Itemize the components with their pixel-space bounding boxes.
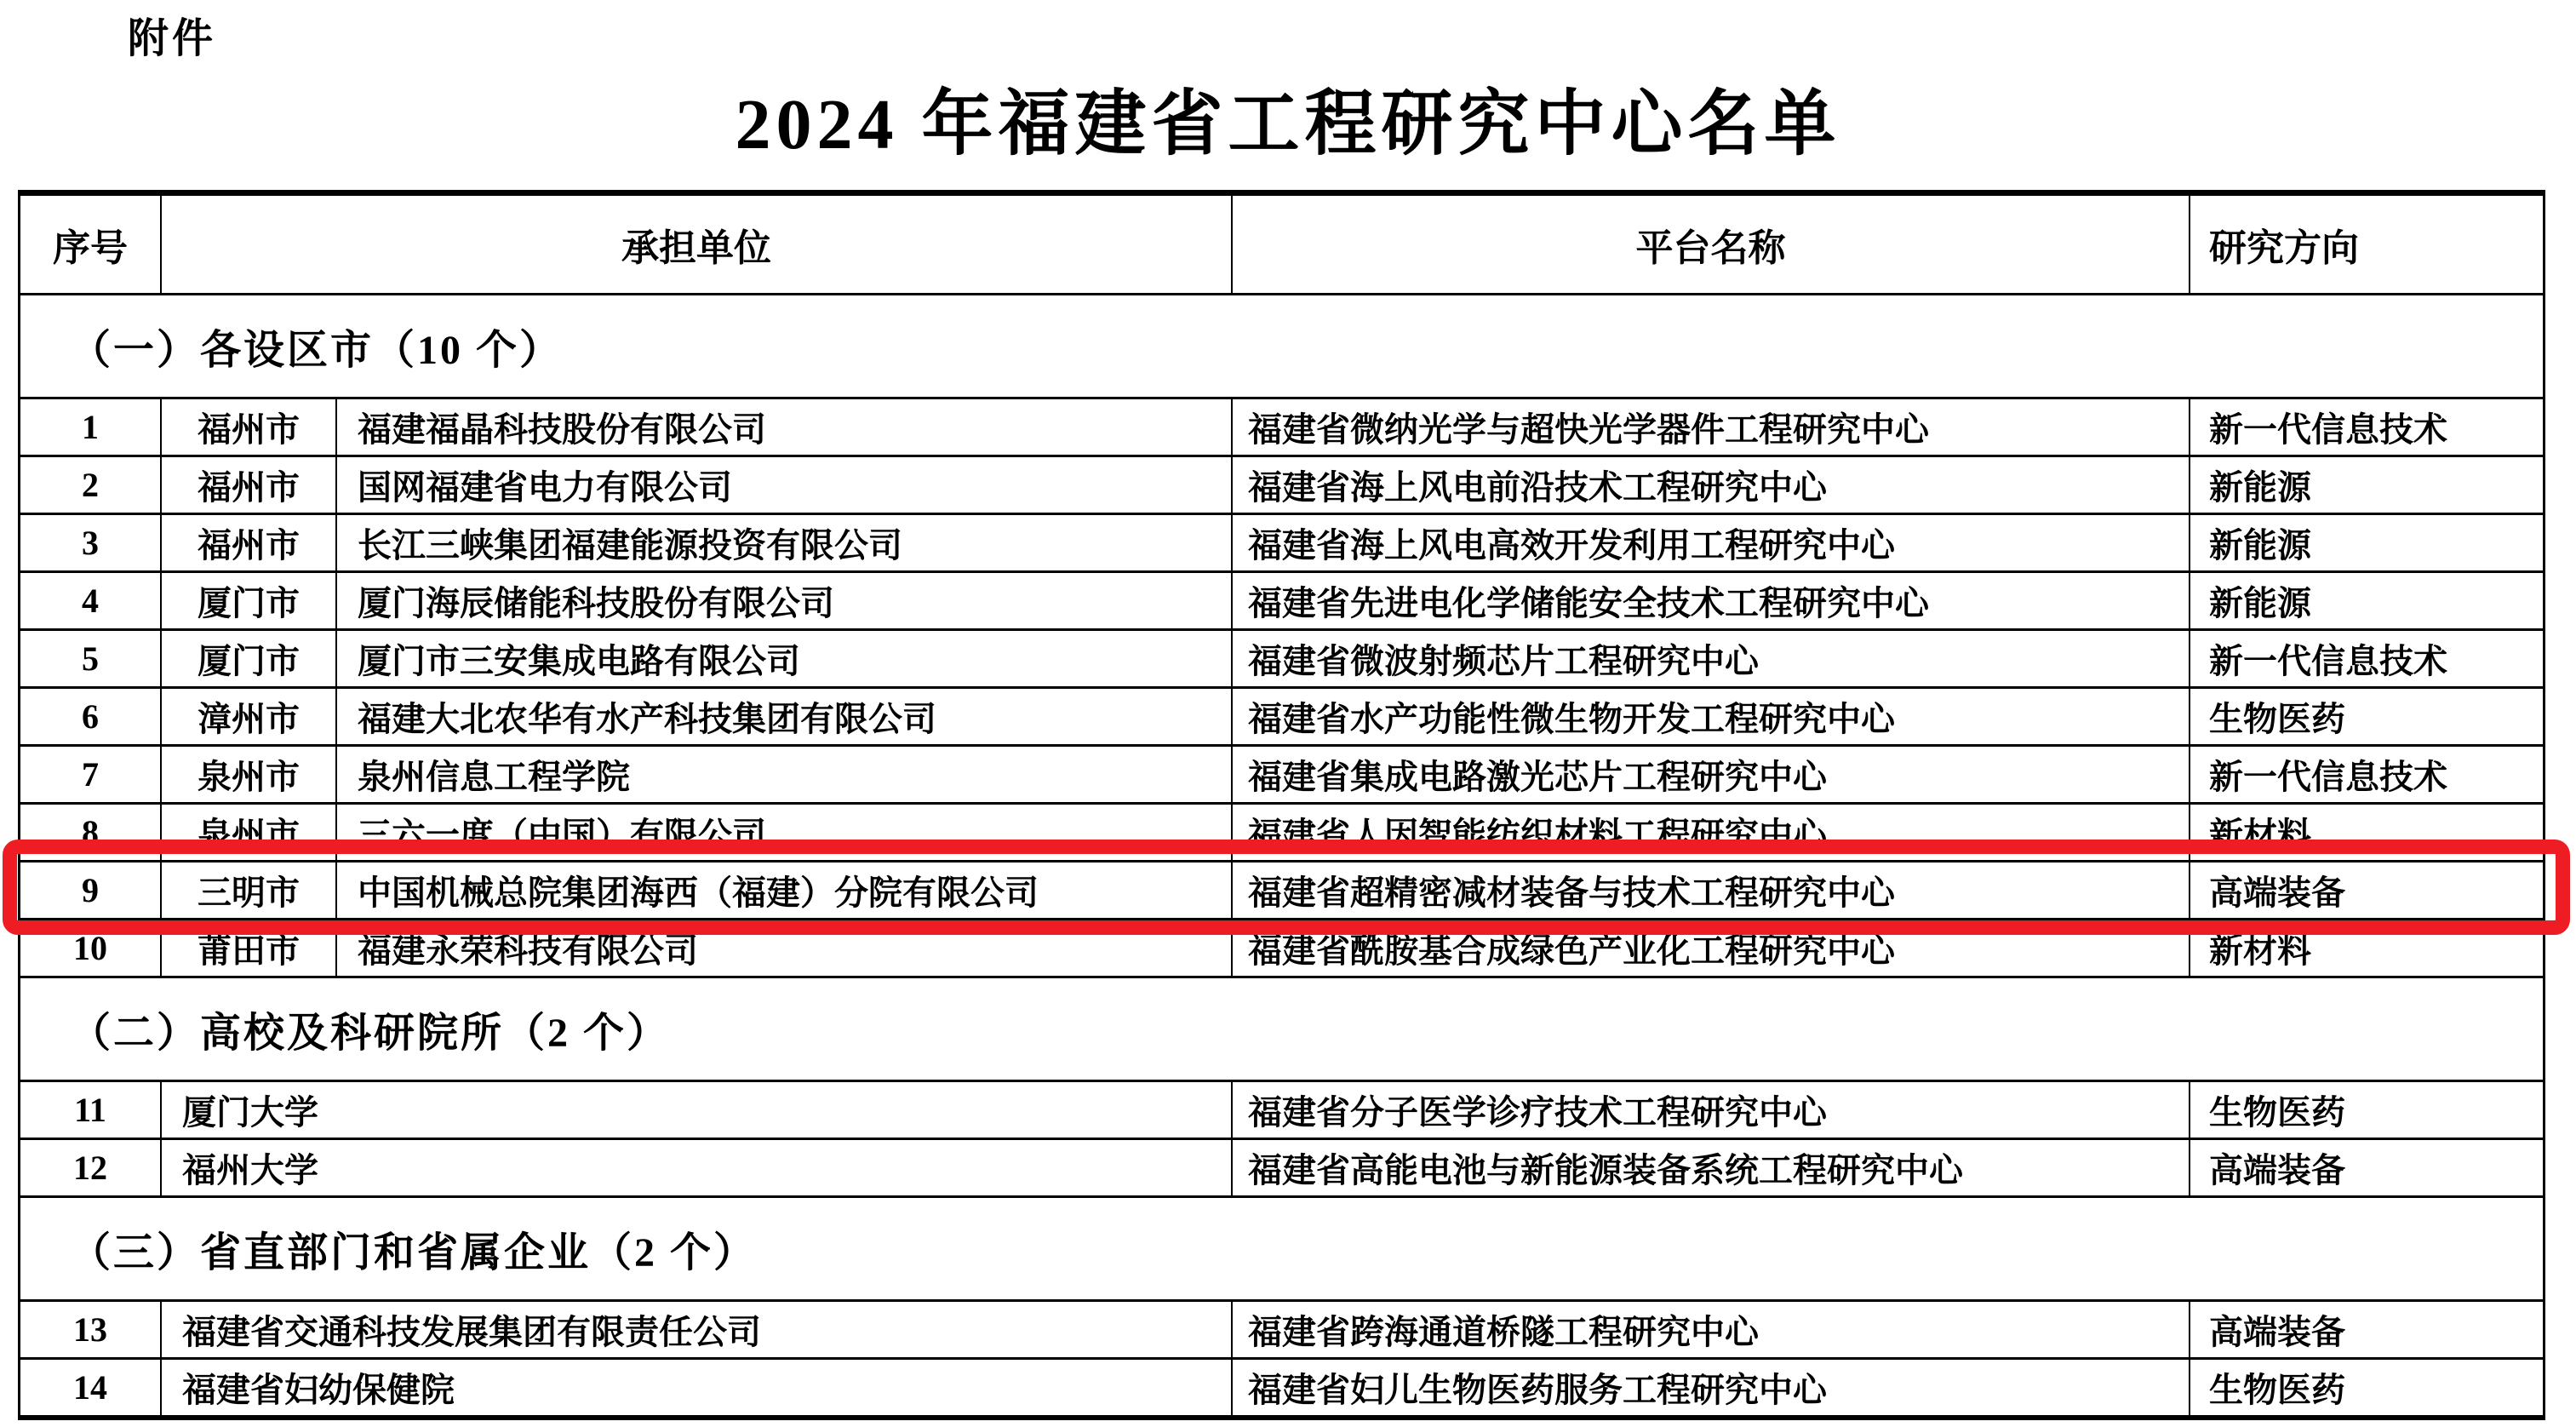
cell-direction: 新能源 [2189, 457, 2543, 513]
attachment-label: 附件 [128, 16, 217, 61]
cell-platform: 福建省微波射频芯片工程研究中心 [1231, 631, 2189, 686]
cell-city: 厦门市 [160, 573, 335, 628]
cell-no: 1 [82, 408, 99, 446]
cell-org: 福建省交通科技发展集团有限责任公司 [160, 1302, 1231, 1357]
cell-platform: 福建省微纳光学与超快光学器件工程研究中心 [1231, 399, 2189, 455]
header-index: 序号 [53, 227, 128, 269]
table-row [20, 1080, 2543, 1138]
cell-direction: 新能源 [2189, 573, 2543, 628]
cell-city: 泉州市 [160, 747, 335, 802]
section-label: （二）高校及科研院所（2 个） [70, 1011, 671, 1056]
cell-platform: 福建省超精密减材装备与技术工程研究中心 [1231, 863, 2189, 918]
cell-no: 14 [73, 1368, 107, 1407]
cell-org: 福州大学 [160, 1140, 1231, 1195]
cell-city: 漳州市 [160, 689, 335, 744]
cell-direction: 高端装备 [2189, 1140, 2543, 1195]
cell-no: 11 [74, 1091, 106, 1129]
cell-platform: 福建省水产功能性微生物开发工程研究中心 [1231, 689, 2189, 744]
table-row [20, 628, 2543, 686]
cell-no: 5 [82, 639, 99, 678]
table-row [20, 1138, 2543, 1195]
cell-no: 8 [82, 813, 99, 851]
section-label: （一）各设区市（10 个） [70, 328, 564, 373]
table-row [20, 744, 2543, 802]
section-header-2 [20, 976, 2543, 1080]
table-header-row [20, 196, 2543, 293]
table-row [20, 1357, 2543, 1415]
table-row [20, 570, 2543, 628]
cell-direction: 生物医药 [2189, 689, 2543, 744]
cell-platform: 福建省先进电化学储能安全技术工程研究中心 [1231, 573, 2189, 628]
header-direction: 研究方向 [2189, 196, 2543, 293]
cell-platform: 福建省集成电路激光芯片工程研究中心 [1231, 747, 2189, 802]
cell-org: 长江三峡集团福建能源投资有限公司 [335, 515, 1231, 570]
cell-direction: 生物医药 [2189, 1082, 2543, 1138]
cell-direction: 新材料 [2189, 920, 2543, 976]
cell-org: 厦门海辰储能科技股份有限公司 [335, 573, 1231, 628]
section-label: （三）省直部门和省属企业（2 个） [70, 1230, 758, 1275]
cell-city: 莆田市 [160, 920, 335, 976]
cell-org: 福建福晶科技股份有限公司 [335, 399, 1231, 455]
cell-no: 3 [82, 524, 99, 562]
cell-org: 泉州信息工程学院 [335, 747, 1231, 802]
cell-direction: 新一代信息技术 [2189, 747, 2543, 802]
cell-org: 福建永荣科技有限公司 [335, 920, 1231, 976]
cell-org: 三六一度（中国）有限公司 [335, 805, 1231, 860]
table-row [20, 455, 2543, 513]
cell-no: 13 [73, 1310, 107, 1349]
cell-no: 4 [82, 582, 99, 620]
table-row-highlighted [20, 860, 2543, 918]
cell-direction: 新能源 [2189, 515, 2543, 570]
cell-platform: 福建省高能电池与新能源装备系统工程研究中心 [1231, 1140, 2189, 1195]
cell-platform: 福建省海上风电高效开发利用工程研究中心 [1231, 515, 2189, 570]
cell-org: 国网福建省电力有限公司 [335, 457, 1231, 513]
cell-org: 中国机械总院集团海西（福建）分院有限公司 [335, 863, 1231, 918]
section-header-1 [20, 293, 2543, 397]
cell-no: 9 [82, 871, 99, 909]
table-row [20, 1299, 2543, 1357]
page-title: 2024 年福建省工程研究中心名单 [735, 85, 1841, 164]
cell-platform: 福建省人因智能纺织材料工程研究中心 [1231, 805, 2189, 860]
cell-org: 福建省妇幼保健院 [160, 1360, 1231, 1415]
cell-direction: 新一代信息技术 [2189, 631, 2543, 686]
cell-org: 厦门市三安集成电路有限公司 [335, 631, 1231, 686]
cell-platform: 福建省海上风电前沿技术工程研究中心 [1231, 457, 2189, 513]
cell-platform: 福建省妇儿生物医药服务工程研究中心 [1231, 1360, 2189, 1415]
cell-city: 福州市 [160, 399, 335, 455]
cell-direction: 高端装备 [2189, 1302, 2543, 1357]
cell-platform: 福建省跨海通道桥隧工程研究中心 [1231, 1302, 2189, 1357]
table-row [20, 686, 2543, 744]
cell-city: 泉州市 [160, 805, 335, 860]
header-platform: 平台名称 [1231, 196, 2189, 293]
section-header-3 [20, 1195, 2543, 1299]
cell-city: 厦门市 [160, 631, 335, 686]
cell-org: 福建大北农华有水产科技集团有限公司 [335, 689, 1231, 744]
cell-org: 厦门大学 [160, 1082, 1231, 1138]
table-row [20, 918, 2543, 976]
research-center-table [18, 190, 2545, 1420]
cell-city: 福州市 [160, 515, 335, 570]
cell-direction: 新材料 [2189, 805, 2543, 860]
table-row [20, 513, 2543, 570]
cell-city: 福州市 [160, 457, 335, 513]
cell-direction: 生物医药 [2189, 1360, 2543, 1415]
cell-no: 7 [82, 755, 99, 794]
cell-no: 10 [73, 929, 107, 967]
header-organization: 承担单位 [160, 196, 1231, 293]
cell-no: 12 [73, 1149, 107, 1187]
cell-direction: 高端装备 [2189, 863, 2543, 918]
cell-direction: 新一代信息技术 [2189, 399, 2543, 455]
cell-no: 2 [82, 466, 99, 504]
cell-platform: 福建省酰胺基合成绿色产业化工程研究中心 [1231, 920, 2189, 976]
cell-city: 三明市 [160, 863, 335, 918]
table-row [20, 802, 2543, 860]
table-row [20, 397, 2543, 455]
cell-no: 6 [82, 697, 99, 736]
cell-platform: 福建省分子医学诊疗技术工程研究中心 [1231, 1082, 2189, 1138]
